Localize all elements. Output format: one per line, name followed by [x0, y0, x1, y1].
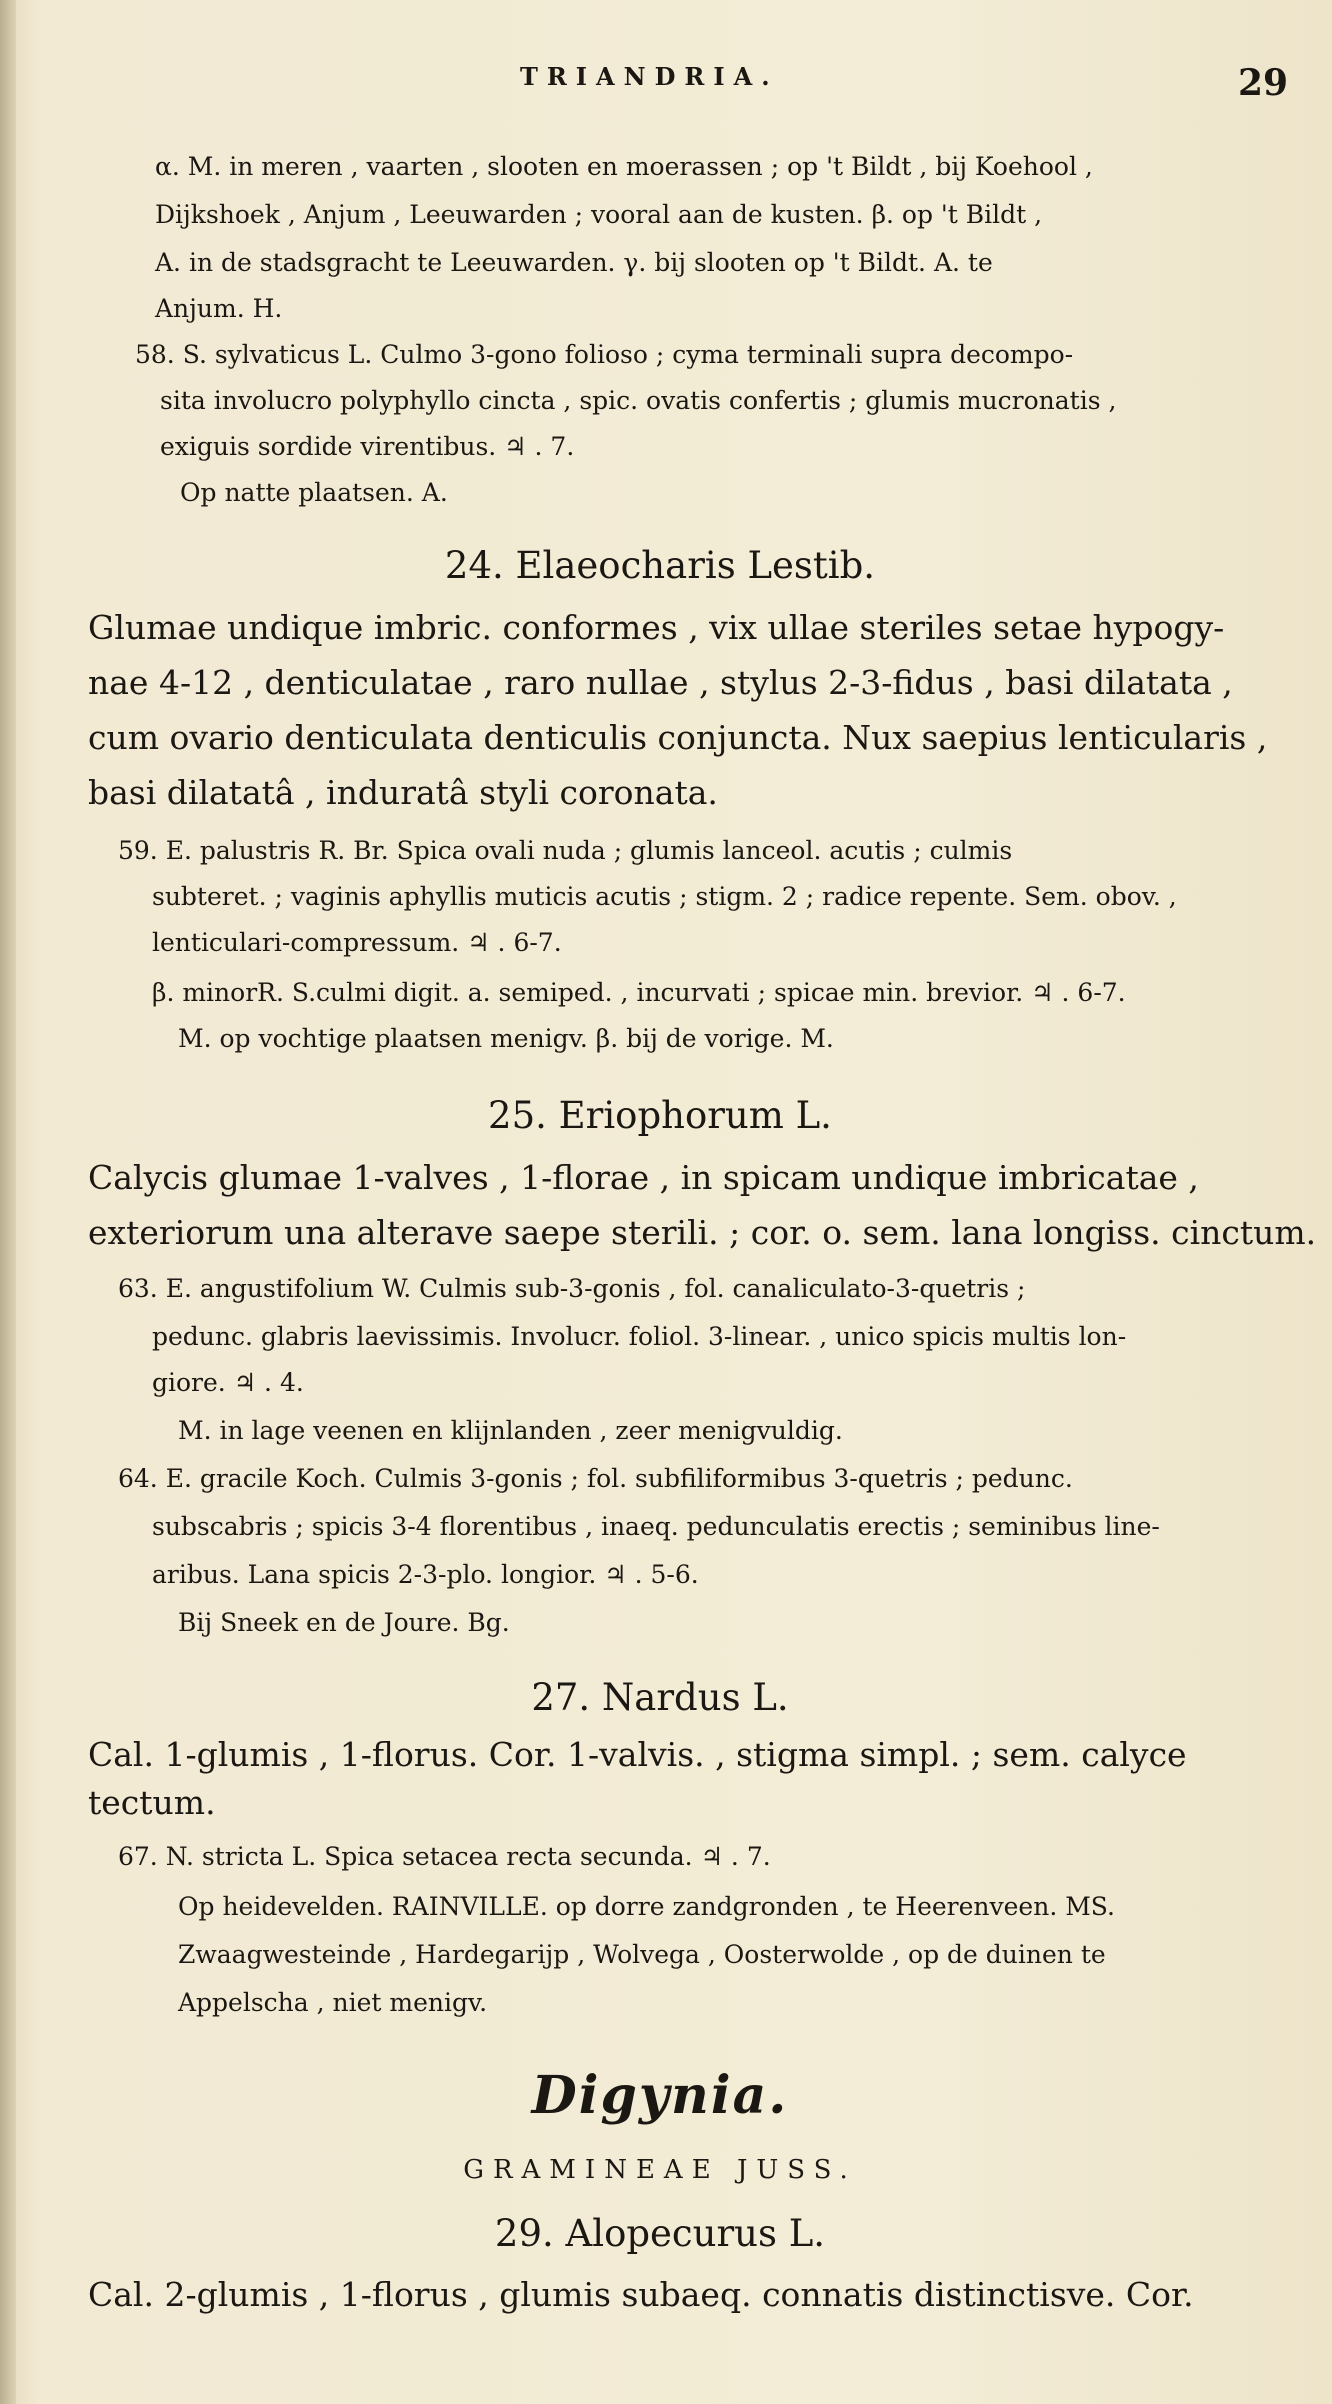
genus-description: cum ovario denticulata denticulis conjuncta. Nux saepius lenticularis ,: [88, 718, 1268, 757]
genus-heading-25: 25. Eriophorum L.: [488, 1094, 832, 1137]
order-heading-digynia: Digynia.: [531, 2065, 789, 2126]
text-line: lenticulari-compressum. ♃ . 6-7.: [152, 928, 562, 957]
text-line: A. in de stadsgracht te Leeuwarden. γ. bij slooten op 't Bildt. A. te: [155, 248, 993, 277]
genus-heading-24: 24. Elaeocharis Lestib.: [444, 544, 876, 587]
text-line: α. M. in meren , vaarten , slooten en moerassen ; op 't Bildt , bij Koehool ,: [155, 152, 1093, 181]
book-spine: [0, 0, 16, 2404]
text-line: subteret. ; vaginis aphyllis muticis acutis ; stigm. 2 ; radice repente. Sem. obov. ,: [152, 882, 1177, 911]
species-entry-63: 63. E. angustifolium W. Culmis sub-3-gonis , fol. canaliculato-3-quetris ;: [118, 1274, 1026, 1303]
text-line: giore. ♃ . 4.: [152, 1368, 304, 1397]
running-header: TRIANDRIA.: [520, 62, 779, 91]
habitat-line: Op natte plaatsen. A.: [180, 478, 448, 507]
text-line: Appelscha , niet menigv.: [178, 1988, 488, 2017]
habitat-line: M. op vochtige plaatsen menigv. β. bij de vorige. M.: [178, 1024, 834, 1053]
text-line: Dijkshoek , Anjum , Leeuwarden ; vooral aan de kusten. β. op 't Bildt ,: [155, 200, 1043, 229]
page-number: 29: [1238, 62, 1289, 104]
species-entry-64: 64. E. gracile Koch. Culmis 3-gonis ; fol. subfiliformibus 3-quetris ; pedunc.: [118, 1464, 1073, 1493]
text-line: Anjum. H.: [155, 294, 283, 323]
genus-description: Calycis glumae 1-valves , 1-florae , in spicam undique imbricatae ,: [88, 1158, 1199, 1197]
habitat-line: Op heidevelden. RAINVILLE. op dorre zandgronden , te Heerenveen. MS.: [178, 1892, 1115, 1921]
genus-description: exteriorum una alterave saepe sterili. ; cor. o. sem. lana longiss. cinctum.: [88, 1213, 1317, 1252]
genus-description: Cal. 2-glumis , 1-florus , glumis subaeq. connatis distinctisve. Cor.: [88, 2275, 1194, 2314]
species-entry-67: 67. N. stricta L. Spica setacea recta secunda. ♃ . 7.: [118, 1842, 771, 1871]
text-line: sita involucro polyphyllo cincta , spic. ovatis confertis ; glumis mucronatis ,: [160, 386, 1117, 415]
habitat-line: M. in lage veenen en klijnlanden , zeer menigvuldig.: [178, 1416, 843, 1445]
species-entry-58: 58. S. sylvaticus L. Culmo 3-gono folioso ; cyma terminali supra decompo-: [135, 340, 1074, 369]
text-line: Zwaagwesteinde , Hardegarijp , Wolvega , Oosterwolde , op de duinen te: [178, 1940, 1106, 1969]
species-entry-59: 59. E. palustris R. Br. Spica ovali nuda ; glumis lanceol. acutis ; culmis: [118, 836, 1013, 865]
genus-description: nae 4-12 , denticulatae , raro nullae , stylus 2-3-fidus , basi dilatata ,: [88, 663, 1233, 702]
habitat-line: Bij Sneek en de Joure. Bg.: [178, 1608, 510, 1637]
genus-description: tectum.: [88, 1783, 216, 1822]
genus-heading-27: 27. Nardus L.: [531, 1676, 789, 1719]
text-line: exiguis sordide virentibus. ♃ . 7.: [160, 432, 575, 461]
genus-description: Cal. 1-glumis , 1-florus. Cor. 1-valvis. , stigma simpl. ; sem. calyce: [88, 1735, 1187, 1774]
genus-description: basi dilatatâ , induratâ styli coronata.: [88, 773, 718, 812]
family-heading: GRAMINEAE JUSS.: [463, 2155, 857, 2185]
genus-heading-29: 29. Alopecurus L.: [494, 2212, 826, 2255]
variety-line: β. minorR. S.culmi digit. a. semiped. , incurvati ; spicae min. brevior. ♃ . 6-7.: [152, 978, 1126, 1007]
genus-description: Glumae undique imbric. conformes , vix ullae steriles setae hypogy-: [88, 608, 1225, 647]
text-line: aribus. Lana spicis 2-3-plo. longior. ♃ . 5-6.: [152, 1560, 699, 1589]
text-line: pedunc. glabris laevissimis. Involucr. foliol. 3-linear. , unico spicis multis lon-: [152, 1322, 1127, 1351]
text-line: subscabris ; spicis 3-4 florentibus , inaeq. pedunculatis erectis ; seminibus line-: [152, 1512, 1160, 1541]
